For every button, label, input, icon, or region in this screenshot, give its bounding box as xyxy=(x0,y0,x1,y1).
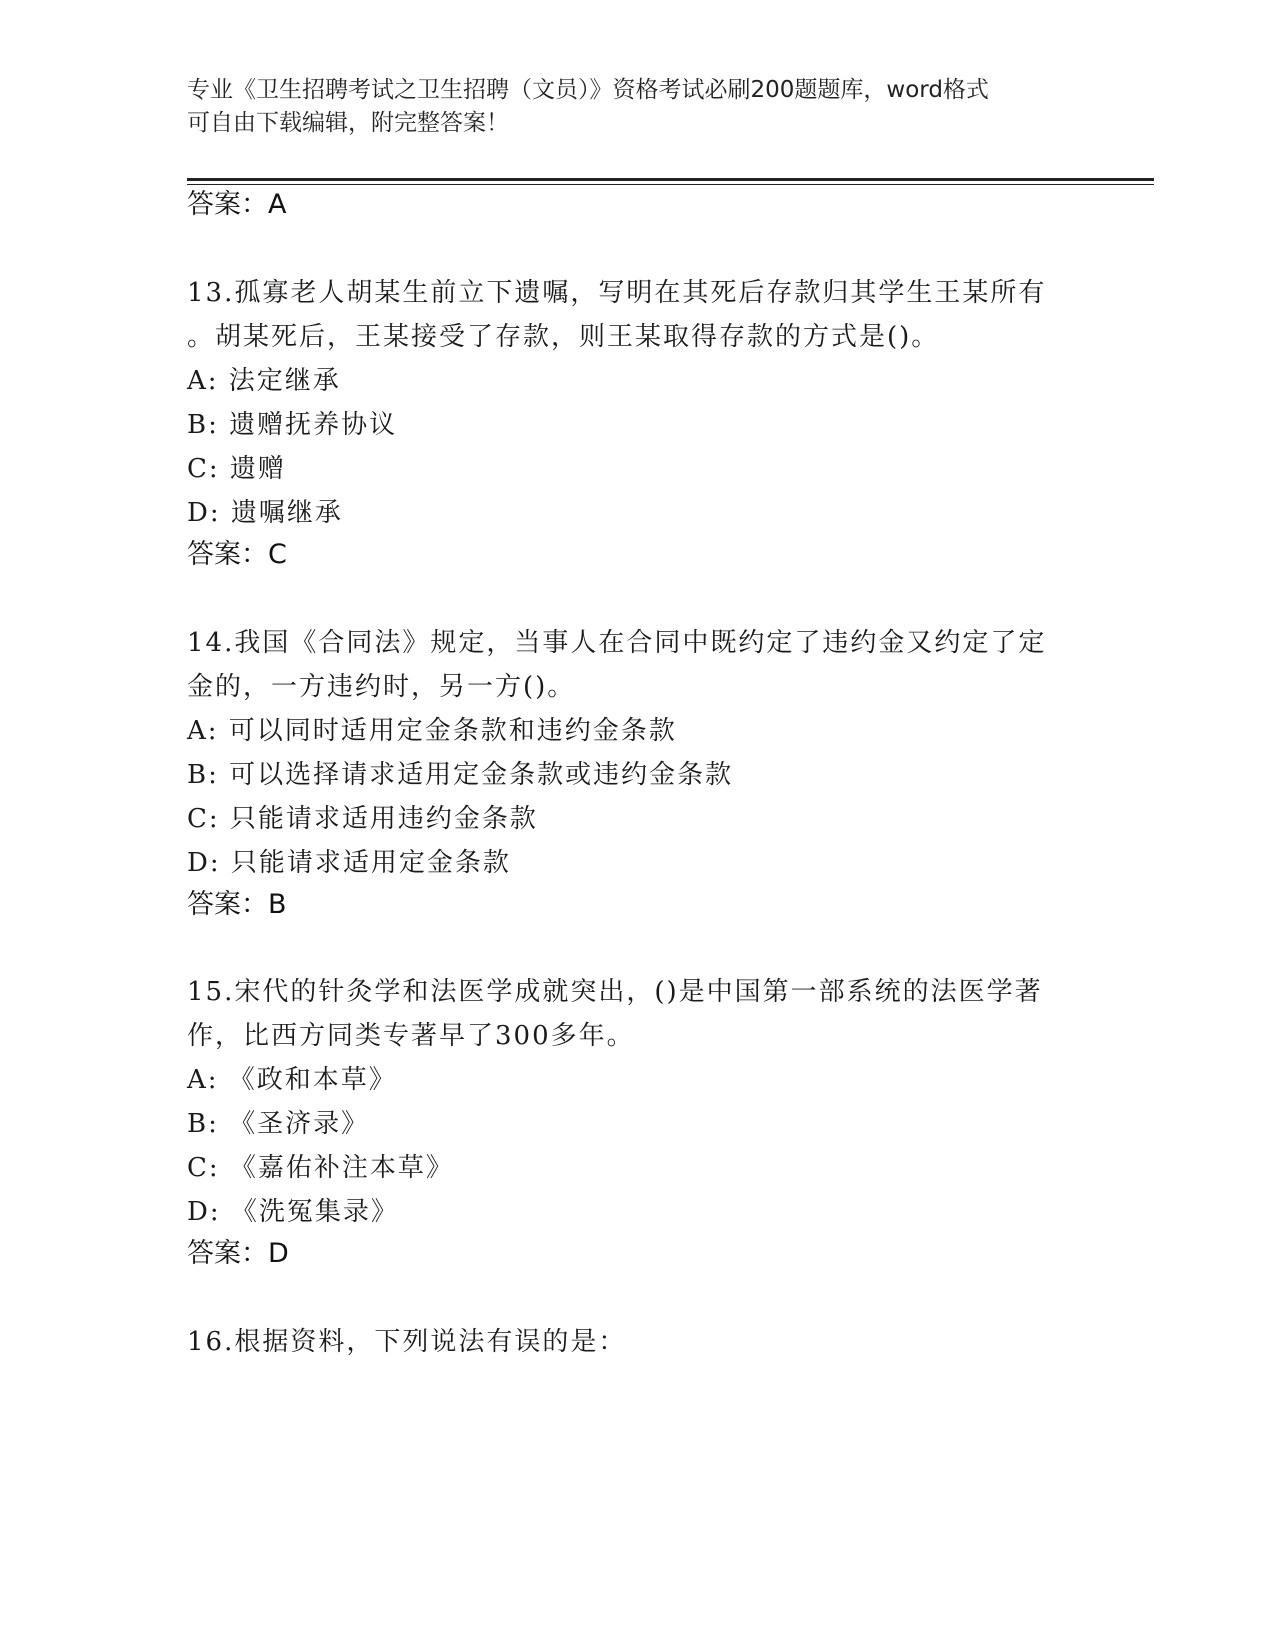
question-13-stem-line-2: 。胡某死后，王某接受了存款，则王某取得存款的方式是()。 xyxy=(187,322,940,352)
question-15-option-d: D: 《洗冤集录》 xyxy=(187,1197,399,1227)
question-14-option-c: C: 只能请求适用违约金条款 xyxy=(187,804,538,834)
question-15-stem-line-2: 作，比西方同类专著早了300多年。 xyxy=(187,1021,635,1051)
question-15-option-c: C: 《嘉佑补注本草》 xyxy=(187,1153,454,1183)
question-14-option-a: A: 可以同时适用定金条款和违约金条款 xyxy=(187,716,677,746)
question-14-option-d: D: 只能请求适用定金条款 xyxy=(187,848,511,878)
document-header xyxy=(187,74,1087,140)
question-16-stem-line-1: 16.根据资料，下列说法有误的是： xyxy=(187,1327,627,1357)
question-14-stem-line-1: 14.我国《合同法》规定，当事人在合同中既约定了违约金又约定了定 xyxy=(187,628,1047,658)
question-15-stem-line-1: 15.宋代的针灸学和法医学成就突出，()是中国第一部系统的法医学著 xyxy=(187,977,1043,1007)
question-13-option-a: A: 法定继承 xyxy=(187,366,341,396)
question-13-answer: 答案：C xyxy=(187,539,287,570)
header-rule-thin xyxy=(187,184,1154,185)
header-rule-thick xyxy=(187,178,1154,181)
header-line-1: 专业《卫生招聘考试之卫生招聘（文员）》资格考试必刷200题题库，word格式 xyxy=(187,77,989,103)
question-13-option-c: C: 遗赠 xyxy=(187,454,286,484)
question-13-stem-line-1: 13.孤寡老人胡某生前立下遗嘱，写明在其死后存款归其学生王某所有 xyxy=(187,278,1047,308)
question-13-option-b: B: 遗赠抚养协议 xyxy=(187,410,398,440)
question-14-option-b: B: 可以选择请求适用定金条款或违约金条款 xyxy=(187,760,734,790)
question-13-option-d: D: 遗嘱继承 xyxy=(187,498,343,528)
question-14-answer: 答案：B xyxy=(187,889,287,920)
header-line-2: 可自由下载编辑，附完整答案！ xyxy=(187,110,509,136)
question-14-stem-line-2: 金的，一方违约时，另一方()。 xyxy=(187,672,576,702)
question-15-option-b: B: 《圣济录》 xyxy=(187,1109,370,1139)
question-15-option-a: A: 《政和本草》 xyxy=(187,1065,397,1095)
answer-prev: 答案：A xyxy=(187,189,287,220)
question-15-answer: 答案：D xyxy=(187,1238,289,1269)
